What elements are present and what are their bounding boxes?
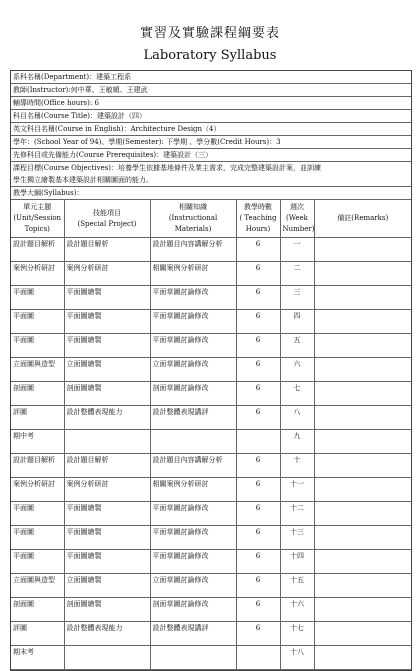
hours-cell: 6 xyxy=(236,310,280,334)
remarks-cell xyxy=(314,310,411,334)
week-cell: 十 xyxy=(280,454,314,478)
knowledge-cell: 相關案例分析研討 xyxy=(150,478,236,502)
department-field: 系科名稱(Department)：建築工程系 xyxy=(11,71,411,84)
schedule-table xyxy=(11,200,411,670)
year-semester-field: 學年：(School Year of 94)、學期(Semester): 下學期 、學分數(Credit Hours)：3 xyxy=(11,136,411,149)
knowledge-cell: 剖面草圖討論修改 xyxy=(150,598,236,622)
hours-cell: 6 xyxy=(236,478,280,502)
course-title-field: 科目名稱(Course Title)：建築設計（四） xyxy=(11,110,411,123)
week-cell: 八 xyxy=(280,406,314,430)
remarks-cell xyxy=(314,406,411,430)
hours-cell: 6 xyxy=(236,502,280,526)
skill-cell xyxy=(64,646,150,670)
hours-cell: 6 xyxy=(236,358,280,382)
table-row xyxy=(11,646,411,670)
table-row xyxy=(11,334,411,358)
unit-cell: 平面圖 xyxy=(11,502,64,526)
week-cell: 四 xyxy=(280,310,314,334)
skill-cell: 案例分析研討 xyxy=(64,478,150,502)
knowledge-cell: 設計題目內容講解分析 xyxy=(150,238,236,262)
skill-cell: 設計整體表現能力 xyxy=(64,622,150,646)
week-cell: 三 xyxy=(280,286,314,310)
knowledge-cell: 平面草圖討論修改 xyxy=(150,502,236,526)
unit-cell: 評圖 xyxy=(11,622,64,646)
skill-cell: 案例分析研討 xyxy=(64,262,150,286)
knowledge-cell: 設計整體表現講評 xyxy=(150,622,236,646)
skill-cell: 平面圖繪製 xyxy=(64,502,150,526)
header-week: 週次 (Week Number) xyxy=(280,200,314,238)
unit-cell: 評圖 xyxy=(11,406,64,430)
hours-cell: 6 xyxy=(236,334,280,358)
remarks-cell xyxy=(314,262,411,286)
unit-cell: 案例分析研討 xyxy=(11,262,64,286)
week-cell: 十四 xyxy=(280,550,314,574)
schedule-body xyxy=(11,238,411,670)
hours-cell xyxy=(236,430,280,454)
header-skill: 技能項目 (Special Project) xyxy=(64,200,150,238)
table-row xyxy=(11,574,411,598)
unit-cell: 設計題目解析 xyxy=(11,454,64,478)
knowledge-cell: 平面草圖討論修改 xyxy=(150,550,236,574)
syllabus-form xyxy=(10,70,412,671)
header-hours: 教學時數 ( Teaching Hours) xyxy=(236,200,280,238)
syllabus-label: 教學大綱(Syllabus)： xyxy=(11,187,411,200)
unit-cell: 平面圖 xyxy=(11,334,64,358)
knowledge-cell: 平面草圖討論修改 xyxy=(150,310,236,334)
header-remarks: 備註(Remarks) xyxy=(314,200,411,238)
remarks-cell xyxy=(314,454,411,478)
skill-cell: 設計題目解析 xyxy=(64,454,150,478)
remarks-cell xyxy=(314,286,411,310)
objectives-field-line-2: 學生獨立繪製基本建築設計相關圖面的能力。 xyxy=(11,174,411,187)
knowledge-cell: 相關案例分析研討 xyxy=(150,262,236,286)
table-row xyxy=(11,406,411,430)
table-row xyxy=(11,286,411,310)
remarks-cell xyxy=(314,574,411,598)
remarks-cell xyxy=(314,334,411,358)
unit-cell: 案例分析研討 xyxy=(11,478,64,502)
week-cell: 十一 xyxy=(280,478,314,502)
week-cell: 十二 xyxy=(280,502,314,526)
table-header-row xyxy=(11,200,411,238)
table-row xyxy=(11,550,411,574)
unit-cell: 期末考 xyxy=(11,646,64,670)
remarks-cell xyxy=(314,646,411,670)
week-cell: 十八 xyxy=(280,646,314,670)
unit-cell: 剖面圖 xyxy=(11,598,64,622)
course-english-field: 英文科目名稱(Course in English)：Architecture Design（4） xyxy=(11,123,411,136)
remarks-cell xyxy=(314,502,411,526)
hours-cell xyxy=(236,646,280,670)
knowledge-cell: 立面草圖討論修改 xyxy=(150,574,236,598)
knowledge-cell: 平面草圖討論修改 xyxy=(150,286,236,310)
remarks-cell xyxy=(314,382,411,406)
week-cell: 十六 xyxy=(280,598,314,622)
knowledge-cell: 立面草圖討論修改 xyxy=(150,358,236,382)
page-title-chinese: 實習及實驗課程綱要表 xyxy=(139,26,280,41)
skill-cell: 設計題目解析 xyxy=(64,238,150,262)
knowledge-cell xyxy=(150,646,236,670)
table-row xyxy=(11,310,411,334)
hours-cell: 6 xyxy=(236,382,280,406)
remarks-cell xyxy=(314,358,411,382)
remarks-cell xyxy=(314,430,411,454)
hours-cell: 6 xyxy=(236,262,280,286)
objectives-field-line-1: 課程目標(Course Objectives)：培養學生依據基地條件及業主需求，完成完整建築設計案，並訓練 xyxy=(13,164,322,172)
table-row xyxy=(11,622,411,646)
unit-cell: 立面圖與造型 xyxy=(11,358,64,382)
knowledge-cell: 平面草圖討論修改 xyxy=(150,526,236,550)
remarks-cell xyxy=(314,622,411,646)
unit-cell: 剖面圖 xyxy=(11,382,64,406)
table-row xyxy=(11,502,411,526)
skill-cell: 剖面圖繪製 xyxy=(64,382,150,406)
skill-cell: 立面圖繪製 xyxy=(64,574,150,598)
unit-cell: 平面圖 xyxy=(11,310,64,334)
week-cell: 六 xyxy=(280,358,314,382)
remarks-cell xyxy=(314,526,411,550)
week-cell: 十三 xyxy=(280,526,314,550)
page-title-english: Laboratory Syllabus xyxy=(143,48,277,63)
unit-cell: 期中考 xyxy=(11,430,64,454)
hours-cell: 6 xyxy=(236,454,280,478)
header-knowledge: 相關知識 (Instructional Materials) xyxy=(150,200,236,238)
week-cell: 一 xyxy=(280,238,314,262)
knowledge-cell: 設計整體表現講評 xyxy=(150,406,236,430)
table-row xyxy=(11,598,411,622)
week-cell: 九 xyxy=(280,430,314,454)
table-row xyxy=(11,478,411,502)
table-row xyxy=(11,238,411,262)
unit-cell: 平面圖 xyxy=(11,526,64,550)
hours-cell: 6 xyxy=(236,550,280,574)
week-cell: 七 xyxy=(280,382,314,406)
table-row xyxy=(11,262,411,286)
instructor-field: 教師(Instructor):何中華、王敏順、王建武 xyxy=(11,84,411,97)
skill-cell: 立面圖繪製 xyxy=(64,358,150,382)
skill-cell: 平面圖繪製 xyxy=(64,550,150,574)
hours-cell: 6 xyxy=(236,406,280,430)
week-cell: 二 xyxy=(280,262,314,286)
skill-cell: 平面圖繪製 xyxy=(64,526,150,550)
office-hours-field: 輔導時間(Office hours): 6 xyxy=(11,97,411,110)
prerequisites-field: 先修科目或先備能力(Course Prerequisites)：建築設計（三） xyxy=(11,149,411,162)
week-cell: 十七 xyxy=(280,622,314,646)
skill-cell xyxy=(64,430,150,454)
remarks-cell xyxy=(314,598,411,622)
knowledge-cell: 設計題目內容講解分析 xyxy=(150,454,236,478)
skill-cell: 平面圖繪製 xyxy=(64,334,150,358)
knowledge-cell: 剖面草圖討論修改 xyxy=(150,382,236,406)
table-row xyxy=(11,430,411,454)
unit-cell: 平面圖 xyxy=(11,550,64,574)
table-row xyxy=(11,358,411,382)
hours-cell: 6 xyxy=(236,286,280,310)
skill-cell: 平面圖繪製 xyxy=(64,310,150,334)
header-unit: 單元主題 (Unit/Session Topics) xyxy=(11,200,64,238)
remarks-cell xyxy=(314,478,411,502)
remarks-cell xyxy=(314,550,411,574)
hours-cell: 6 xyxy=(236,526,280,550)
skill-cell: 設計整體表現能力 xyxy=(64,406,150,430)
hours-cell: 6 xyxy=(236,238,280,262)
table-row xyxy=(11,526,411,550)
hours-cell: 6 xyxy=(236,574,280,598)
unit-cell: 平面圖 xyxy=(11,286,64,310)
knowledge-cell: 平面草圖討論修改 xyxy=(150,334,236,358)
unit-cell: 設計題目解析 xyxy=(11,238,64,262)
skill-cell: 平面圖繪製 xyxy=(64,286,150,310)
unit-cell: 立面圖與造型 xyxy=(11,574,64,598)
skill-cell: 剖面圖繪製 xyxy=(64,598,150,622)
remarks-cell xyxy=(314,238,411,262)
week-cell: 五 xyxy=(280,334,314,358)
hours-cell: 6 xyxy=(236,598,280,622)
hours-cell: 6 xyxy=(236,622,280,646)
knowledge-cell xyxy=(150,430,236,454)
table-row xyxy=(11,454,411,478)
week-cell: 十五 xyxy=(280,574,314,598)
table-row xyxy=(11,382,411,406)
